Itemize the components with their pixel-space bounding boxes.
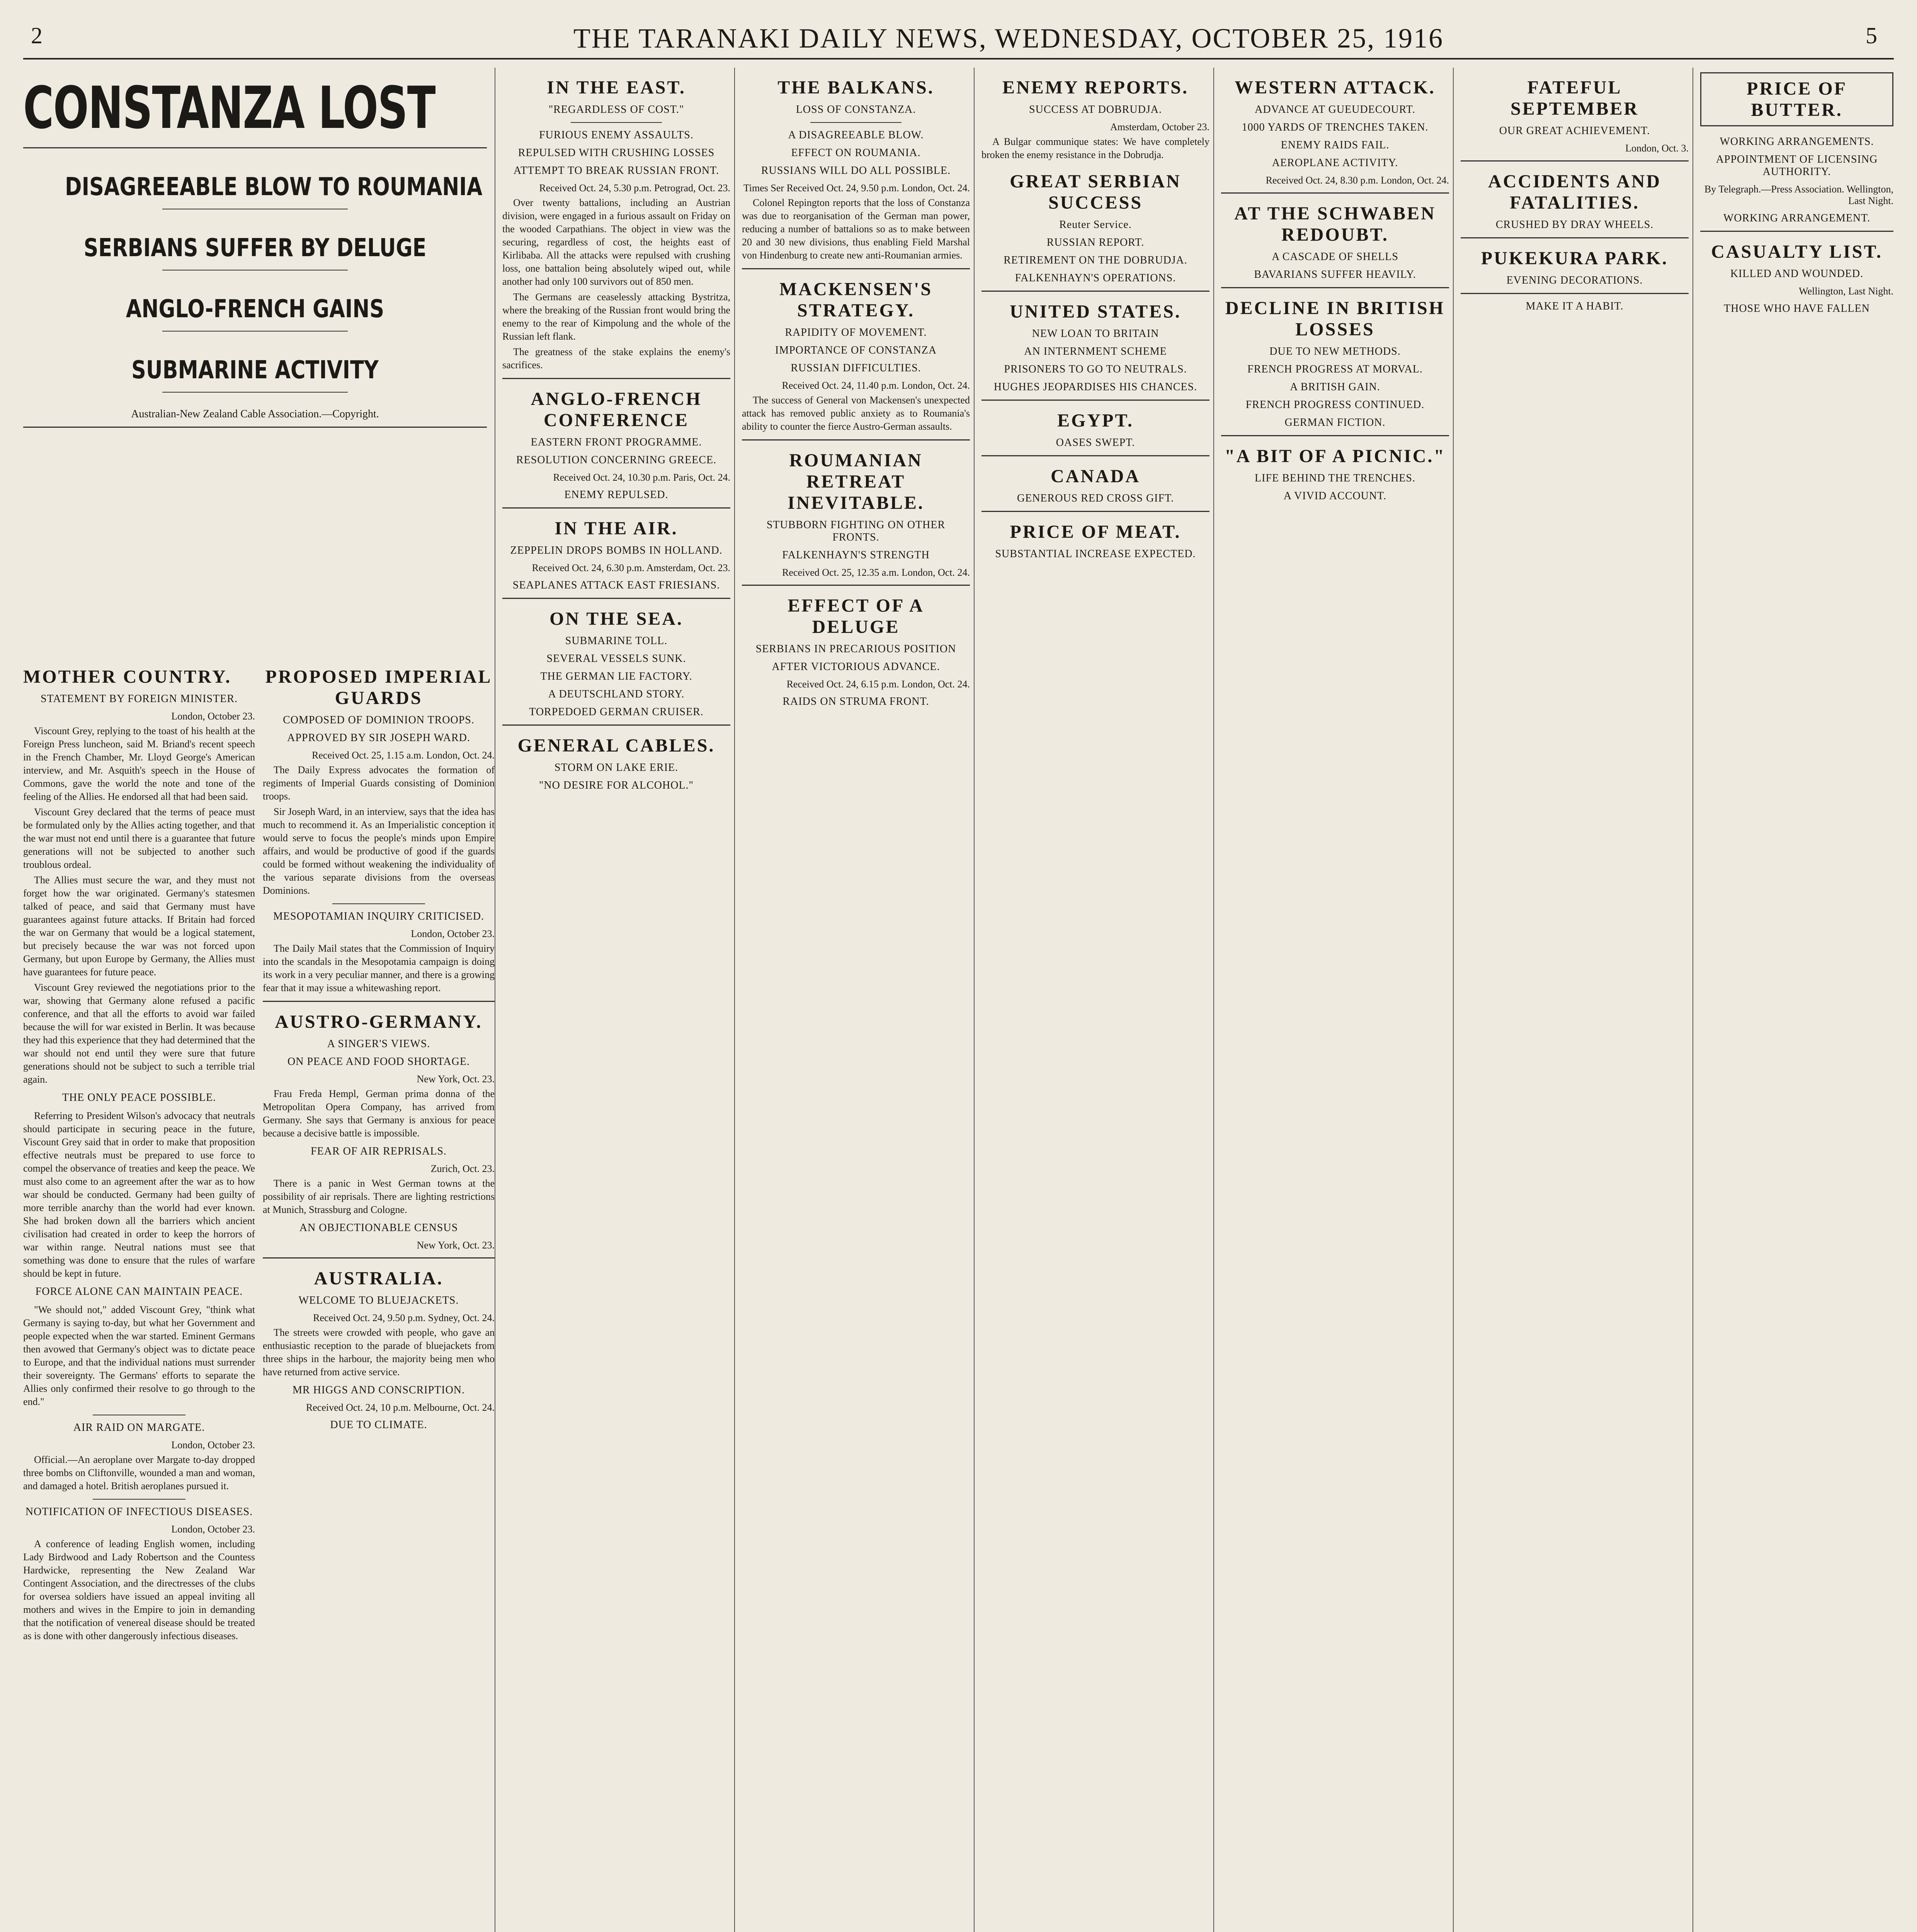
subheading: THE GERMAN LIE FACTORY. xyxy=(540,670,692,682)
dateline: Received Oct. 24, 5.30 p.m. Petrograd, Oct. 23. xyxy=(539,182,730,194)
cable-credit: Australian-New Zealand Cable Association.—Copyright. xyxy=(131,408,379,420)
subheading: TORPEDOED GERMAN CRUISER. xyxy=(529,706,704,718)
subheading: A DISAGREEABLE BLOW. xyxy=(788,129,924,141)
subheading: ON PEACE AND FOOD SHORTAGE. xyxy=(287,1056,470,1068)
divider xyxy=(1221,435,1449,436)
divider xyxy=(23,427,487,428)
subheading: THOSE WHO HAVE FALLEN xyxy=(1724,303,1870,315)
column-rule xyxy=(734,68,735,1932)
dateline: Zurich, Oct. 23. xyxy=(430,1163,495,1174)
subheading: RAPIDITY OF MOVEMENT. xyxy=(785,327,927,338)
subheading: BAVARIANS SUFFER HEAVILY. xyxy=(1254,269,1416,281)
section-heading: ACCIDENTS AND FATALITIES. xyxy=(1488,171,1662,213)
subheading: 1000 YARDS OF TRENCHES TAKEN. xyxy=(1242,121,1429,133)
section-heading: MACKENSEN'S STRATEGY. xyxy=(779,279,933,321)
subheading: A VIVID ACCOUNT. xyxy=(1283,490,1387,502)
page-number: 5 xyxy=(1866,23,1878,48)
subheading: RUSSIAN DIFFICULTIES. xyxy=(791,362,921,374)
section-heading: AUSTRALIA. xyxy=(314,1268,444,1289)
dateline: London, October 23. xyxy=(171,1524,255,1535)
subheading: A SINGER'S VIEWS. xyxy=(327,1038,430,1050)
subheading: REPULSED WITH CRUSHING LOSSES xyxy=(518,147,715,159)
dateline: Received Oct. 24, 6.30 p.m. Amsterdam, Oct. 23. xyxy=(532,562,730,573)
article-paragraph: The success of General von Mackensen's unexpected attack has removed public anxiety as to Roumania's ability to counter the fierce Austro-German assaults. xyxy=(742,395,970,432)
subheading: SUCCESS AT DOBRUDJA. xyxy=(1029,104,1162,116)
dateline: Times Ser Received Oct. 24, 9.50 p.m. London, Oct. 24. xyxy=(743,182,970,194)
subheading: EVENING DECORATIONS. xyxy=(1506,274,1643,286)
article-paragraph: The Allies must secure the war, and they must not forget how the war originated. Germany's statesmen talked of peace, and said that Germany must have guarantees against future attacks. If Britain had forced the war on Germany that would be a logical statement, but precisely because the war was not forced upon Germany, but upon Europe by Germany, the Allies must have guarantees for future peace. xyxy=(23,874,255,978)
subheading: THE ONLY PEACE POSSIBLE. xyxy=(62,1092,216,1104)
divider xyxy=(502,598,730,599)
divider xyxy=(981,455,1209,456)
article-paragraph: Referring to President Wilson's advocacy that neutrals should participate in securing peace in the future, Viscount Grey said that in order to make that proposition effective neutrals must be prepared to use force to compel the observance of treaties and keep the peace. We must also come to an agreement after the war as to how war should be conducted. Germany had been guilty of more terrible anarchy than the world had ever known. She had broken down all the barriers which ancient civilisation had created in order to keep the horrors of war within range. Neutral nations must see that something was done to ensure that the rules of warfare should be kept in future. xyxy=(23,1110,255,1279)
article-paragraph: Sir Joseph Ward, in an interview, says that the idea has much to recommend it. As an Imperialistic conception it would serve to focus the people's minds upon Empire affairs, and would be productive of good if the guards could be formed without weakening the individuality of the various separate divisions from the overseas Dominions. xyxy=(263,806,495,896)
column-4 xyxy=(742,68,970,1932)
divider xyxy=(571,122,662,123)
divider xyxy=(502,724,730,726)
dateline: New York, Oct. 23. xyxy=(417,1073,495,1085)
section-heading: MOTHER COUNTRY. xyxy=(23,667,232,687)
section-heading: CANADA xyxy=(1051,466,1140,486)
section-heading: GENERAL CABLES. xyxy=(517,735,715,756)
subheading: ATTEMPT TO BREAK RUSSIAN FRONT. xyxy=(513,165,720,177)
article-paragraph: Frau Freda Hempl, German prima donna of the Metropolitan Opera Company, has arrived from Germany. She says that Germany is anxious for peace because a decisive battle is impossible. xyxy=(263,1088,495,1139)
subheading: HUGHES JEOPARDISES HIS CHANCES. xyxy=(993,381,1197,393)
lead-story-header xyxy=(23,68,487,434)
subheading: SUBSTANTIAL INCREASE EXPECTED. xyxy=(995,548,1196,560)
subheading: RUSSIANS WILL DO ALL POSSIBLE. xyxy=(761,165,951,177)
article-paragraph: Official.—An aeroplane over Margate to-day dropped three bombs on Cliftonville, wounded a man and woman, and damaged a hotel. British aeroplanes pursued it. xyxy=(23,1454,255,1492)
article-paragraph: There is a panic in West German towns at the possibility of air reprisals. There are lighting restrictions at Munich, Strassburg and Cologne. xyxy=(263,1178,495,1215)
subheading: RESOLUTION CONCERNING GREECE. xyxy=(516,454,717,466)
column-rule xyxy=(1692,68,1693,1932)
dateline: New York, Oct. 23. xyxy=(417,1240,495,1251)
masthead xyxy=(23,15,1894,60)
subheading: OASES SWEPT. xyxy=(1056,437,1135,449)
column-7 xyxy=(1461,68,1689,1932)
article-paragraph: Viscount Grey reviewed the negotiations prior to the war, showing that Germany alone refused a pacific conference, and that all the efforts to avoid war failed because the will for war existed in Berlin. It was because they had this experience that they had determined that the war should not end until they were sure that future generations should not be subject to such a terrible trial again. xyxy=(23,982,255,1085)
section-heading: EFFECT OF A DELUGE xyxy=(788,595,924,637)
section-heading: PRICE OF BUTTER. xyxy=(1747,78,1847,120)
subheading: RETIREMENT ON THE DOBRUDJA. xyxy=(1004,254,1187,266)
deck-headline: SUBMARINE ACTIVITY xyxy=(131,356,379,384)
divider xyxy=(1221,287,1449,288)
divider xyxy=(1461,237,1689,238)
masthead-title: THE TARANAKI DAILY NEWS, WEDNESDAY, OCTOBER 25, 1916 xyxy=(573,23,1444,54)
divider xyxy=(1461,293,1689,294)
dateline: Received Oct. 24, 10 p.m. Melbourne, Oct. 24. xyxy=(306,1402,495,1413)
subheading: SERBIANS IN PRECARIOUS POSITION xyxy=(755,643,956,655)
deck-headline: DISAGREEABLE BLOW TO ROUMANIA xyxy=(65,173,483,201)
subheading: LIFE BEHIND THE TRENCHES. xyxy=(1255,472,1415,484)
dateline: London, October 23. xyxy=(171,711,255,722)
subheading: ENEMY REPULSED. xyxy=(564,489,668,501)
divider xyxy=(1461,160,1689,162)
divider xyxy=(742,268,970,269)
divider xyxy=(981,511,1209,512)
divider xyxy=(502,378,730,379)
column-rule xyxy=(1453,68,1454,1932)
subheading: KILLED AND WOUNDED. xyxy=(1730,268,1864,280)
article-paragraph: Over twenty battalions, including an Austrian division, were engaged in a furious assault on Friday on the wooded Carpathians. The object in view was the securing, regardless of cost, the heights east of Kirlibaba. All the attacks were repulsed with crushing loss, one battalion being absolutely wiped out, while another had only 100 survivors out of 850 men. xyxy=(502,197,730,287)
subheading: WORKING ARRANGEMENT. xyxy=(1723,212,1871,224)
column-2 xyxy=(263,657,495,1932)
subheading: FRENCH PROGRESS CONTINUED. xyxy=(1245,399,1425,411)
subheading: AEROPLANE ACTIVITY. xyxy=(1272,157,1398,169)
section-heading: ANGLO-FRENCH CONFERENCE xyxy=(531,389,702,430)
section-heading: PRICE OF MEAT. xyxy=(1010,522,1181,542)
dateline: Received Oct. 24, 11.40 p.m. London, Oct. 24. xyxy=(782,380,970,391)
subheading: FURIOUS ENEMY ASSAULTS. xyxy=(539,129,694,141)
subheading: MR HIGGS AND CONSCRIPTION. xyxy=(292,1384,465,1396)
subheading: WORKING ARRANGEMENTS. xyxy=(1720,136,1874,148)
boxed-heading xyxy=(1700,72,1893,126)
dateline: Received Oct. 25, 12.35 a.m. London, Oct. 24. xyxy=(782,567,970,578)
subheading: AFTER VICTORIOUS ADVANCE. xyxy=(772,661,940,673)
column-1 xyxy=(23,657,255,1932)
subheading: NOTIFICATION OF INFECTIOUS DISEASES. xyxy=(25,1506,253,1518)
subheading: STUBBORN FIGHTING ON OTHER FRONTS. xyxy=(766,519,946,543)
divider xyxy=(981,291,1209,292)
column-rule xyxy=(974,68,975,1932)
divider xyxy=(1221,192,1449,194)
subheading: FRENCH PROGRESS AT MORVAL. xyxy=(1247,363,1423,375)
section-heading: ENEMY REPORTS. xyxy=(1002,77,1189,98)
subheading: IMPORTANCE OF CONSTANZA xyxy=(775,344,937,356)
section-heading: GREAT SERBIAN SUCCESS xyxy=(1010,171,1181,213)
article-paragraph: The streets were crowded with people, who gave an enthusiastic reception to the parade of bluejackets from three ships in the harbour, the majority being men who have returned from active service. xyxy=(263,1327,495,1378)
subheading: "NO DESIRE FOR ALCOHOL." xyxy=(539,779,694,791)
subheading: COMPOSED OF DOMINION TROOPS. xyxy=(283,714,475,726)
column-3 xyxy=(502,68,730,1932)
article-paragraph: The Daily Mail states that the Commission of Inquiry into the scandals in the Mesopotamia campaign is doing its work in a very peculiar manner, and there is a growing fear that it may issue a whitewashing report. xyxy=(263,943,495,993)
subheading: EASTERN FRONT PROGRAMME. xyxy=(531,436,702,448)
dateline: Received Oct. 24, 10.30 p.m. Paris, Oct. 24. xyxy=(553,472,730,483)
subheading: APPROVED BY SIR JOSEPH WARD. xyxy=(287,732,470,744)
section-heading: PUKEKURA PARK. xyxy=(1481,248,1669,269)
divider xyxy=(332,903,425,904)
section-heading: ROUMANIAN RETREAT INEVITABLE. xyxy=(788,450,924,513)
column-8 xyxy=(1700,68,1893,1932)
section-heading: UNITED STATES. xyxy=(1010,301,1181,322)
subheading: A BRITISH GAIN. xyxy=(1290,381,1380,393)
subheading: SUBMARINE TOLL. xyxy=(565,635,668,647)
dateline: Received Oct. 24, 6.15 p.m. London, Oct. 24. xyxy=(786,679,970,690)
divider xyxy=(162,392,348,393)
divider xyxy=(263,1257,495,1259)
section-heading: PROPOSED IMPERIAL GUARDS xyxy=(265,667,492,708)
subheading: DUE TO NEW METHODS. xyxy=(1269,345,1401,357)
subheading: WELCOME TO BLUEJACKETS. xyxy=(298,1294,459,1306)
section-heading: "A BIT OF A PICNIC." xyxy=(1224,446,1446,466)
section-heading: THE BALKANS. xyxy=(777,77,934,98)
article-paragraph: Viscount Grey declared that the terms of peace must be formulated only by the Allies acting together, and that the war must not end until there is a guarantee that future generations will not be subjected to another such troublous ordeal. xyxy=(23,806,255,870)
divider xyxy=(981,400,1209,401)
subheading: ADVANCE AT GUEUDECOURT. xyxy=(1255,104,1415,116)
section-heading: CASUALTY LIST. xyxy=(1711,242,1883,262)
subheading: Reuter Service. xyxy=(1059,219,1132,231)
subheading: SEAPLANES ATTACK EAST FRIESIANS. xyxy=(512,579,720,591)
subheading: FEAR OF AIR REPRISALS. xyxy=(311,1145,447,1157)
article-paragraph: Viscount Grey, replying to the toast of his health at the Foreign Press luncheon, said M. Briand's recent speech in the French Chamber, Mr. Lloyd George's American interview, and Mr. Asquith's speech in the House of Commons, gave the world the note and tone of the feeling of the Allies. He endorsed all that had been said. xyxy=(23,725,255,802)
subheading: A DEUTSCHLAND STORY. xyxy=(548,688,685,700)
dateline: Received Oct. 24, 9.50 p.m. Sydney, Oct. 24. xyxy=(313,1312,495,1323)
section-heading: AUSTRO-GERMANY. xyxy=(275,1012,483,1032)
dateline: London, October 23. xyxy=(171,1439,255,1451)
section-heading: WESTERN ATTACK. xyxy=(1235,77,1436,98)
article-paragraph: Colonel Repington reports that the loss of Constanza was due to reorganisation of the German man power, reducing a number of battalions so as to make between 20 and 30 new divisions, thus enabling Field Marshal von Hindenburg to create new anti-Roumanian armies. xyxy=(742,197,970,261)
article-paragraph: "We should not," added Viscount Grey, "think what Germany is saying to-day, but what her Government and people expected when the war started. Eminent Germans then avowed that Germany's object was to dictate peace to Europe, and that the individual nations must surrender their sovereignty. The Germans' efforts to separate the Allies only confirmed their resolve to go through to the end." xyxy=(23,1304,255,1407)
subheading: NEW LOAN TO BRITAIN xyxy=(1032,328,1159,340)
subheading: AIR RAID ON MARGATE. xyxy=(73,1422,205,1434)
dateline: London, October 23. xyxy=(411,928,495,939)
subheading: ZEPPELIN DROPS BOMBS IN HOLLAND. xyxy=(510,544,723,556)
deck-headline: SERBIANS SUFFER BY DELUGE xyxy=(83,234,427,262)
subheading: AN INTERNMENT SCHEME xyxy=(1024,345,1167,357)
subheading: CRUSHED BY DRAY WHEELS. xyxy=(1495,219,1654,231)
subheading: PRISONERS TO GO TO NEUTRALS. xyxy=(1004,363,1187,375)
article-paragraph: The Daily Express advocates the formation of regiments of Imperial Guards consisting of Dominion troops. xyxy=(263,764,495,802)
subheading: DUE TO CLIMATE. xyxy=(330,1419,427,1431)
subheading: RAIDS ON STRUMA FRONT. xyxy=(782,696,929,707)
divider xyxy=(742,585,970,586)
dateline: London, Oct. 3. xyxy=(1625,143,1689,154)
divider xyxy=(810,122,902,123)
article-paragraph: The Germans are ceaselessly attacking Bystritza, where the breaking of the Russian front would bring the enemy to the rear of Kimpolung and the whole of the Russian left flank. xyxy=(502,291,730,342)
section-heading: ON THE SEA. xyxy=(549,609,683,629)
dateline: By Telegraph.—Press Association. Wellington, Last Night. xyxy=(1704,184,1893,206)
subheading: FALKENHAYN'S STRENGTH xyxy=(782,549,930,561)
divider xyxy=(93,1499,185,1500)
column-6 xyxy=(1221,68,1449,1932)
deck-headline: ANGLO-FRENCH GAINS xyxy=(126,295,384,323)
column-rule xyxy=(1213,68,1214,1932)
section-heading: IN THE AIR. xyxy=(555,518,678,539)
divider xyxy=(23,147,487,148)
article-paragraph: The greatness of the stake explains the enemy's sacrifices. xyxy=(502,346,730,371)
subheading: STORM ON LAKE ERIE. xyxy=(554,762,679,774)
divider xyxy=(263,1001,495,1002)
subheading: GENEROUS RED CROSS GIFT. xyxy=(1017,492,1174,504)
subheading: GERMAN FICTION. xyxy=(1284,417,1386,429)
subheading: EFFECT ON ROUMANIA. xyxy=(791,147,921,159)
dateline: Wellington, Last Night. xyxy=(1799,286,1893,297)
section-heading: DECLINE IN BRITISH LOSSES xyxy=(1225,298,1445,340)
dateline: Received Oct. 24, 8.30 p.m. London, Oct. 24. xyxy=(1266,175,1449,186)
dateline: Received Oct. 25, 1.15 a.m. London, Oct. 24. xyxy=(312,750,495,761)
divider xyxy=(1700,231,1893,232)
subheading: SEVERAL VESSELS SUNK. xyxy=(546,653,686,665)
main-headline: CONSTANZA LOST xyxy=(23,75,435,142)
subheading: AN OBJECTIONABLE CENSUS xyxy=(299,1222,458,1234)
divider xyxy=(742,439,970,440)
subheading: FORCE ALONE CAN MAINTAIN PEACE. xyxy=(35,1286,243,1298)
article-paragraph: A Bulgar communique states: We have completely broken the enemy resistance in the Dobrudja. xyxy=(981,136,1209,160)
subheading: "REGARDLESS OF COST." xyxy=(548,104,684,116)
subheading: MESOPOTAMIAN INQUIRY CRITICISED. xyxy=(273,910,484,922)
subheading: LOSS OF CONSTANZA. xyxy=(796,104,916,116)
dateline: Amsterdam, October 23. xyxy=(1110,121,1209,133)
section-heading: FATEFUL SEPTEMBER xyxy=(1510,77,1639,119)
subheading: OUR GREAT ACHIEVEMENT. xyxy=(1499,125,1650,137)
subheading: RUSSIAN REPORT. xyxy=(1046,236,1145,248)
subheading: A CASCADE OF SHELLS xyxy=(1272,251,1398,263)
section-heading: AT THE SCHWABEN REDOUBT. xyxy=(1234,203,1436,245)
column-5 xyxy=(981,68,1209,1932)
article-paragraph: A conference of leading English women, including Lady Birdwood and Lady Robertson and the Countess Hardwicke, representing the New Zealand War Contingent Association, and the directresses of the clubs for oversea soldiers have issued an appeal inviting all mothers and wives in the Empire to join in demanding that the notification of venereal disease should be treated as is done with other dangerously infectious diseases. xyxy=(23,1538,255,1641)
subheading: MAKE IT A HABIT. xyxy=(1526,300,1624,312)
subheading: ENEMY RAIDS FAIL. xyxy=(1281,139,1390,151)
divider xyxy=(502,507,730,509)
page-mark: 2 xyxy=(31,23,44,48)
subheading: FALKENHAYN'S OPERATIONS. xyxy=(1015,272,1176,284)
section-heading: IN THE EAST. xyxy=(547,77,686,98)
section-heading: EGYPT. xyxy=(1057,410,1134,431)
subheading: APPOINTMENT OF LICENSING AUTHORITY. xyxy=(1716,153,1878,178)
subheading: STATEMENT BY FOREIGN MINISTER. xyxy=(41,693,238,705)
divider xyxy=(162,331,348,332)
